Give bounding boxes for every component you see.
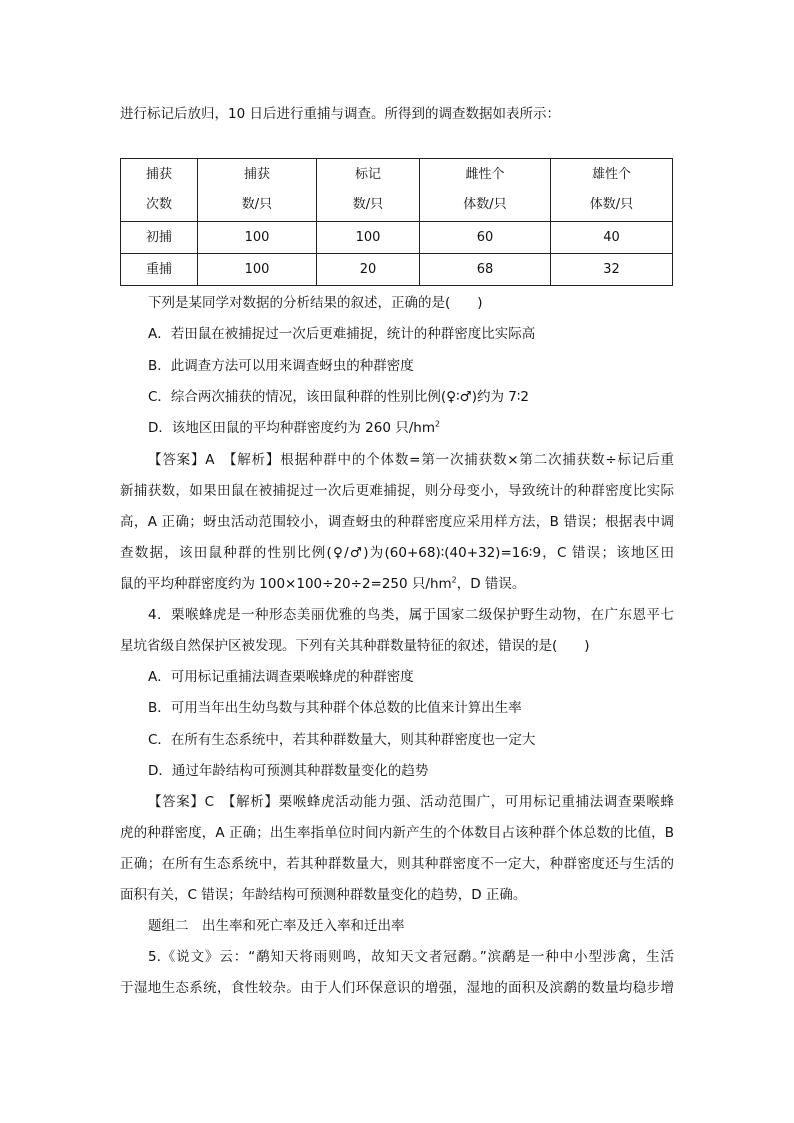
table-cell: 20 [317, 254, 420, 286]
header-line: 体数/只 [589, 197, 634, 212]
header-line: 捕获 [145, 167, 172, 182]
header-line: 标记 [354, 167, 381, 182]
q3-answer-text: 鼠的平均种群密度约为 100×100÷20÷2=250 只/hm [120, 576, 452, 592]
header-line: 体数/只 [463, 197, 507, 212]
q3-option-a: A．若田鼠在被捕捉过一次后更难捕捉，统计的种群密度比实际高 [148, 326, 536, 342]
table-row [121, 222, 673, 254]
q3-answer-line: 高，A 正确；蚜虫活动范围较小，调查蚜虫的种群密度应采用样方法，B 错误；根据表中调 [120, 514, 674, 530]
q3-answer-line: 查数据，该田鼠种群的性别比例(♀/♂)为(60+68)∶(40+32)=16∶9，C 错误；该地区田 [120, 545, 674, 561]
unit-superscript: 2 [435, 419, 441, 429]
q3-answer-last-line [120, 574, 525, 594]
header-cell [420, 159, 551, 222]
header-cell [551, 159, 673, 222]
header-cell [317, 159, 420, 222]
table-row [121, 254, 673, 286]
q3-option-d [148, 418, 440, 438]
q5-stem-line: 5.《说文》云：“鹬知天将雨则鸣，故知天文者冠鹬。”滨鹬是一种中小型涉禽，生活 [148, 949, 674, 965]
table-cell: 重捕 [121, 254, 198, 286]
q4-option-a: A．可用标记重捕法调查栗喉蜂虎的种群密度 [148, 669, 414, 685]
unit-superscript: 2 [451, 575, 457, 585]
q4-stem-line: 星坑省级自然保护区被发现。下列有关其种群数量特征的叙述，错误的是( ) [120, 638, 590, 654]
q3-answer-line: 【答案】A 【解析】根据种群中的个体数=第一次捕获数×第二次捕获数÷标记后重 [148, 452, 674, 468]
table-cell: 初捕 [121, 222, 198, 254]
table-cell: 68 [420, 254, 551, 286]
q4-stem-line: 4．栗喉蜂虎是一种形态美丽优雅的鸟类，属于国家二级保护野生动物，在广东恩平七 [148, 607, 674, 623]
table-cell: 100 [198, 222, 317, 254]
header-line: 雌性个 [465, 167, 505, 182]
q4-option-c: C．在所有生态系统中，若其种群数量大，则其种群密度也一定大 [148, 732, 536, 748]
table-cell: 100 [317, 222, 420, 254]
q4-option-d: D．通过年龄结构可预测其种群数量变化的趋势 [148, 763, 429, 779]
header-line: 次数 [145, 197, 172, 212]
q3-option-b: B．此调查方法可以用来调查蚜虫的种群密度 [148, 358, 414, 374]
header-line: 捕获 [243, 167, 270, 182]
survey-data-table [120, 158, 673, 286]
q3-option-d-text: D．该地区田鼠的平均种群密度约为 260 只/hm [148, 420, 435, 436]
q3-stem: 下列是某同学对数据的分析结果的叙述，正确的是( ) [148, 295, 483, 311]
table-cell: 40 [551, 222, 673, 254]
header-line: 雄性个 [591, 167, 631, 182]
group2-title: 题组二 出生率和死亡率及迁入率和迁出率 [148, 918, 405, 934]
table-cell: 32 [551, 254, 673, 286]
header-line: 数/只 [352, 197, 384, 212]
q4-answer-line: 正确；在所有生态系统中，若其种群数量大，则其种群密度不一定大，种群密度还与生活的 [120, 856, 674, 872]
q4-answer-line: 虎的种群密度，A 正确；出生率指单位时间内新产生的个体数目占该种群个体总数的比值，B [120, 825, 674, 841]
q4-answer-line: 面积有关，C 错误；年龄结构可预测种群数量变化的趋势，D 正确。 [120, 887, 527, 903]
header-cell [198, 159, 317, 222]
header-line: 数/只 [241, 197, 273, 212]
q3-answer-line: 新捕获数，如果田鼠在被捕捉过一次后更难捕捉，则分母变小，导致统计的种群密度比实际 [120, 483, 674, 499]
q3-answer-tail: ，D 错误。 [456, 576, 526, 592]
q4-answer-line: 【答案】C 【解析】栗喉蜂虎活动能力强、活动范围广，可用标记重捕法调查栗喉蜂 [148, 794, 674, 810]
intro-text: 进行标记后放归，10 日后进行重捕与调查。所得到的调查数据如表所示： [120, 106, 560, 122]
header-cell [121, 159, 198, 222]
table-cell: 60 [420, 222, 551, 254]
q3-option-c: C．综合两次捕获的情况，该田鼠种群的性别比例(♀∶♂)约为 7∶2 [148, 389, 529, 405]
q5-stem-line: 于湿地生态系统，食性较杂。由于人们环保意识的增强，湿地的面积及滨鹬的数量均稳步增 [120, 980, 674, 996]
table-cell: 100 [198, 254, 317, 286]
q4-option-b: B．可用当年出生幼鸟数与其种群个体总数的比值来计算出生率 [148, 700, 522, 716]
table-header-row [121, 159, 673, 222]
